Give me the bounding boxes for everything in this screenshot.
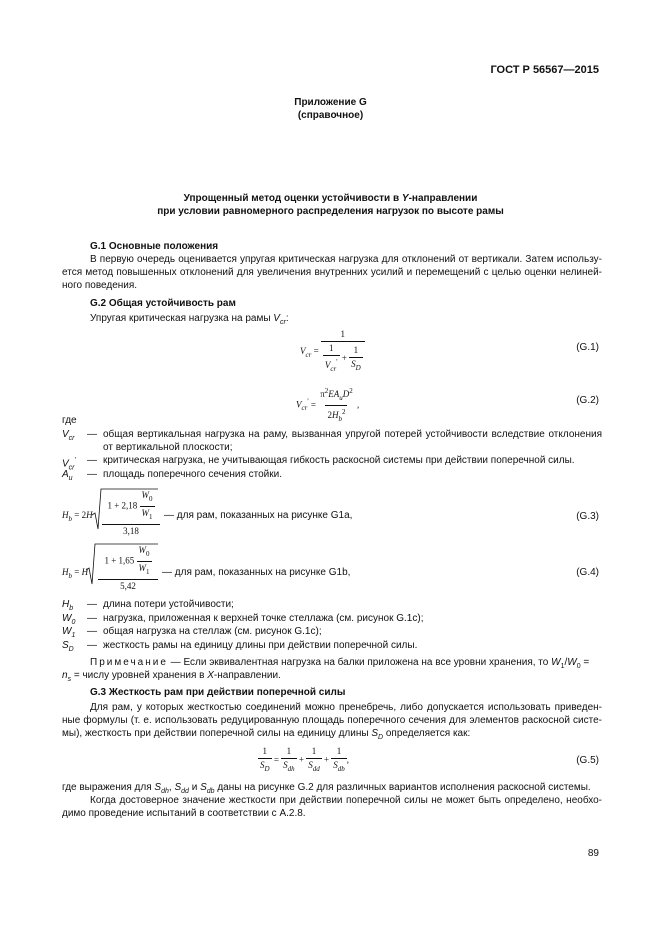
equation-g1-number: (G.1) bbox=[576, 342, 599, 353]
g2-intro: Упругая критическая нагрузка на рамы $V_{cr}$: bbox=[90, 313, 289, 326]
equation-g4-number: (G.4) bbox=[576, 567, 599, 578]
equation-g3-number: (G.3) bbox=[576, 511, 599, 522]
equation-g1: $V_{cr}$ = 1 $\frac{1}{V_{cr}'}$ + $\frac{1}{S_D}$ bbox=[300, 328, 365, 376]
g3-heading: G.3 Жесткость рам при действии поперечной силы bbox=[90, 687, 346, 698]
g1-paragraph: В первую очередь оценивается упругая критическая нагрузка для отклонений от вертикали. Затем использу-ется метод повышенных отклонений для увеличения внутренних усилий и перемещений с целью оценки нелиней-ного поведения. bbox=[62, 254, 602, 291]
equation-g2-number: (G.2) bbox=[576, 395, 599, 406]
equation-g2: $V_{cr}'$ = $\frac{\pi^2EA_uD^2}{2H_b^2}$ , bbox=[296, 385, 359, 426]
standard-number: ГОСТ Р 56567—2015 bbox=[490, 64, 599, 76]
equation-g5: $\frac{1}{S_D}$ = $\frac{1}{S_{dh}}$ + $\frac{1}{S_{dd}}$ + $\frac{1}{S_{db}}$ , bbox=[258, 745, 349, 776]
equation-g5-number: (G.5) bbox=[576, 755, 599, 766]
note-line2: $n_s$ = числу уровней хранения в X-направлении. bbox=[62, 670, 281, 683]
g3-after-equation: где выражения для $S_{dh}$, $S_{dd}$ и $S_{db}$ даны на рисунке G.2 для различных вариантов исполнения раскосной системы. bbox=[62, 782, 591, 795]
page-number: 89 bbox=[587, 848, 599, 859]
where-label: где bbox=[62, 415, 77, 426]
section-title-line2: при условии равномерного распределения нагрузок по высоте рамы bbox=[157, 206, 504, 217]
g1-heading: G.1 Основные положения bbox=[90, 241, 219, 252]
section-title-line1: Упрощенный метод оценки устойчивости в Y-направлении bbox=[183, 193, 478, 204]
g3-last-paragraph: Когда достоверное значение жесткости при действии поперечной силы не может быть определено, необхо-димо проведение испытаний в соответствии с А.2.8. bbox=[62, 795, 602, 819]
appendix-title: Приложение G bbox=[294, 97, 367, 108]
appendix-subtitle: (справочное) bbox=[297, 110, 364, 121]
g3-paragraph: Для рам, у которых жесткостью соединений можно пренебречь, либо допускается использовать приведен-ные формулы (т. е. использовать редуцированную площадь поперечного сечения для элементов раскосной систе-мы), жесткость при действии поперечной силы на единицу длины $S_D$ определяется как: bbox=[62, 702, 602, 741]
g2-heading: G.2 Общая устойчивость рам bbox=[90, 298, 236, 309]
note-line1: Примечание — Если эквивалентная нагрузка на балки приложена на все уровни хранения, то $W_1/W_0$ = bbox=[90, 657, 590, 670]
